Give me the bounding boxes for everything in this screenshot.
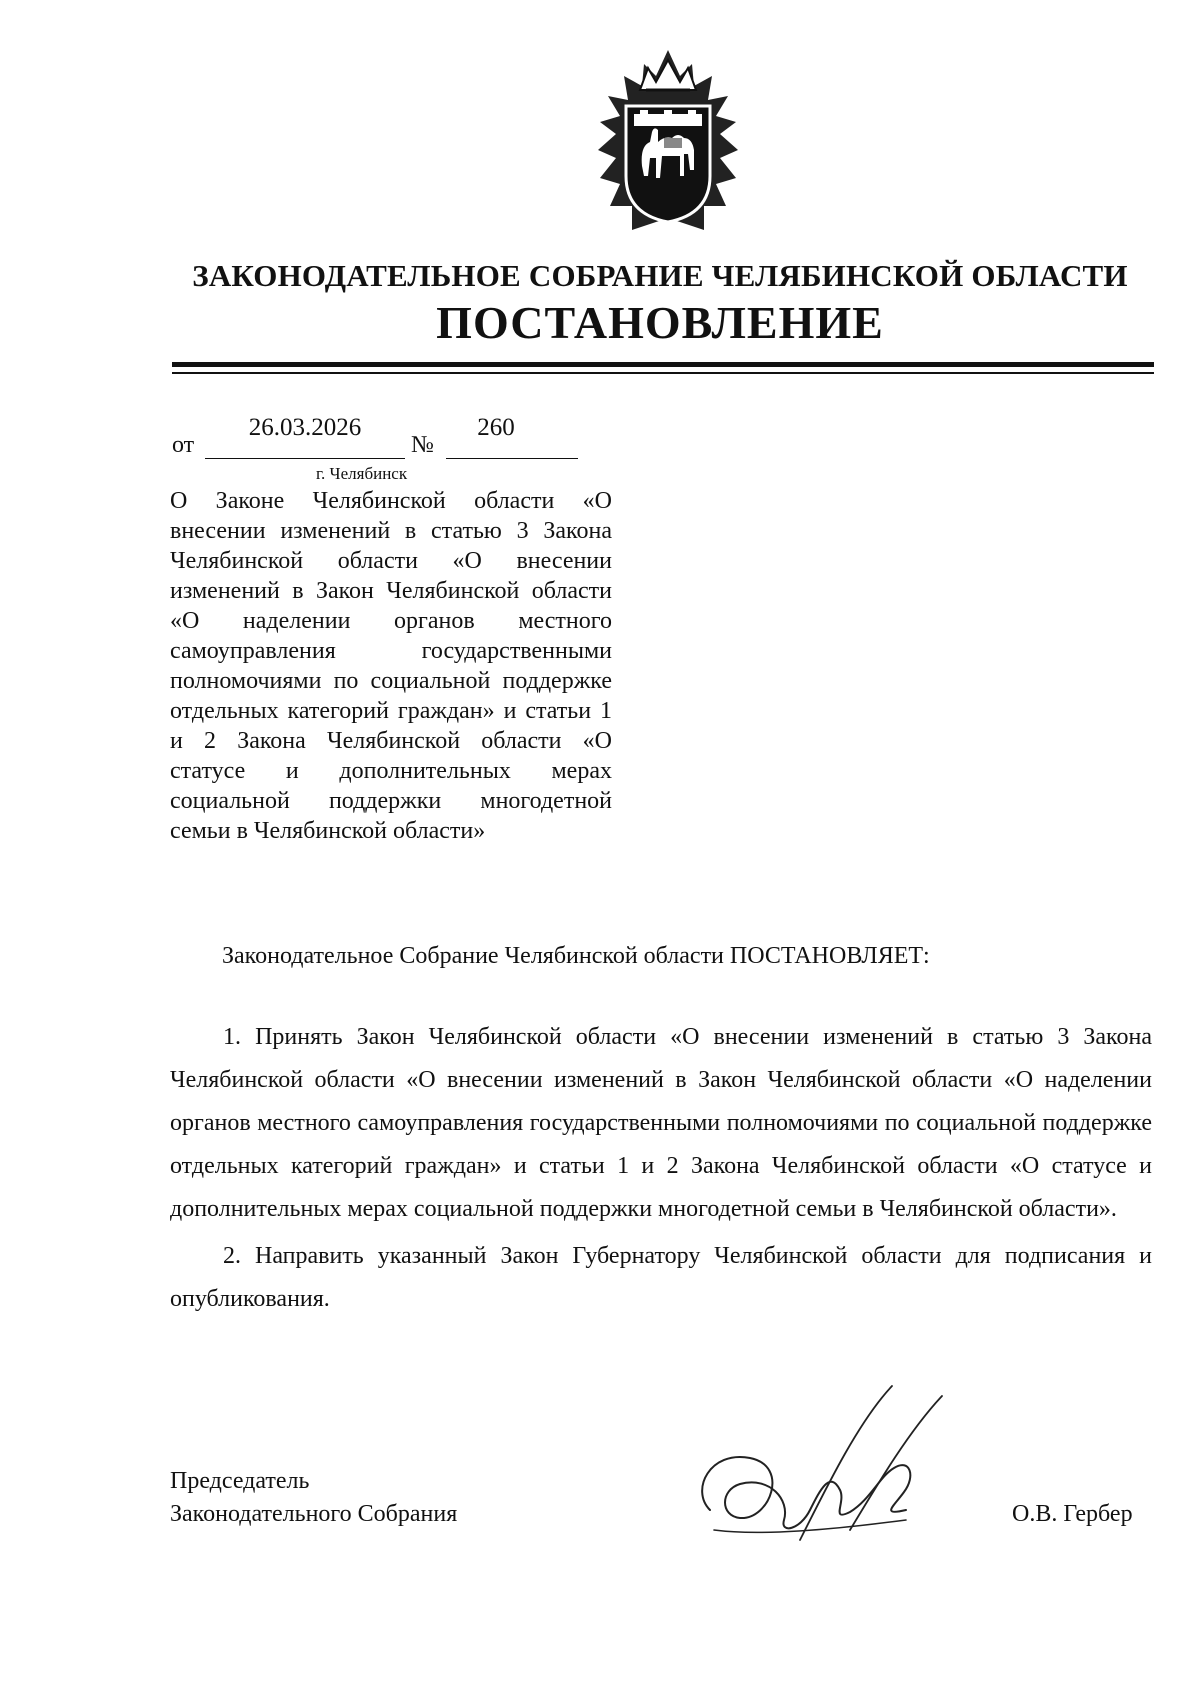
preamble: Законодательное Собрание Челябинской области ПОСТАНОВЛЯЕТ: xyxy=(222,943,930,969)
number-underline xyxy=(446,458,578,459)
document-date: 26.03.2026 xyxy=(248,414,362,441)
document-subject: О Законе Челябинской области «О внесении изменений в статью 3 Закона Челябинской области «О внесении изменений в Закон Челябинской области «О наделении органов местного самоуправления государственными полномочиями по социальной поддержке отдельных категорий граждан» и статьи 1 и 2 Закона Челябинской области «О статусе и дополнительных мерах социальной поддержки многодетной семьи в Челябинской области» xyxy=(170,488,612,844)
resolution-item: 1. Принять Закон Челябинской области «О внесении изменений в статью 3 Закона Челябинской области «О внесении изменений в Закон Челябинской области «О наделении органов местного самоуправления государственными полномочиями по социальной поддержке отдельных категорий граждан» и статьи 1 и 2 Закона Челябинской области «О статусе и дополнительных мерах социальной поддержки многодетной семьи в Челябинской области». xyxy=(170,1024,1152,1222)
date-underline xyxy=(205,458,405,459)
signatory-name: О.В. Гербер xyxy=(1012,1501,1133,1527)
number-prefix: № xyxy=(411,432,434,458)
coat-of-arms-icon xyxy=(588,46,748,238)
handwritten-signature xyxy=(680,1380,950,1560)
resolution-body xyxy=(170,1016,1152,1325)
city-label: г. Челябинск xyxy=(316,464,408,483)
signatory-title-line-1: Председатель xyxy=(170,1468,310,1494)
signatory-title-line-2: Законодательного Собрания xyxy=(170,1501,458,1527)
organization-title: ЗАКОНОДАТЕЛЬНОЕ СОБРАНИЕ ЧЕЛЯБИНСКОЙ ОБЛАСТИ xyxy=(192,258,1128,293)
header-rule-thin xyxy=(172,372,1154,374)
resolution-item: 2. Направить указанный Закон Губернатору Челябинской области для подписания и опубликования. xyxy=(170,1243,1152,1312)
document-type-title: ПОСТАНОВЛЕНИЕ xyxy=(436,297,884,348)
header-rule-thick xyxy=(172,362,1154,367)
document-number: 260 xyxy=(477,414,515,441)
date-prefix: от xyxy=(172,432,195,458)
